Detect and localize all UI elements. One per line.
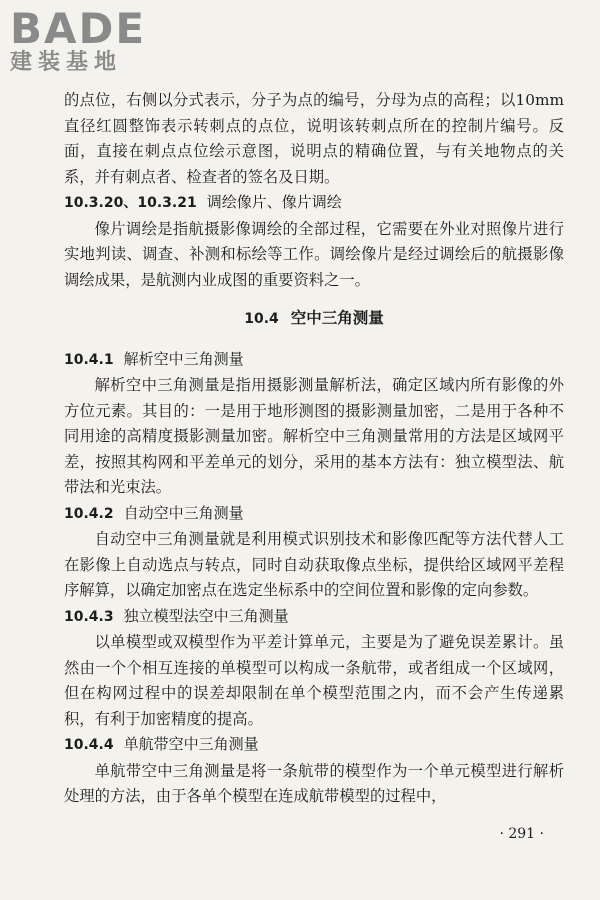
logo-subtitle: 建装基地: [10, 50, 123, 75]
logo: [10, 6, 200, 76]
section-title: 独立模型法空中三角测量: [123, 606, 289, 625]
paragraph: 解析空中三角测量是指用摄影测量解析法，确定区域内所有影像的外方位元素。其目的：一是用于地形测图的摄影测量加密，二是用于各种不同用途的高精度摄影测量加密。解析空中三角测量常用的方法是区域网平差，按照其构网和平差单元的划分，采用的基本方法有：独立模型法、航带法和光束法。: [64, 376, 564, 496]
paragraph: 像片调绘是指航摄影像调绘的全部过程，它需要在外业对照像片进行实地判读、调查、补测和标绘等工作。调绘像片是经过调绘后的航摄影像调绘成果，是航测内业成图的重要资料之一。: [64, 219, 564, 289]
chapter-heading: [64, 305, 564, 333]
paragraph: 以单模型或双模型作为平差计算单元，主要是为了避免误差累计。虽然由一个个相互连接的单模型可以构成一条航带，或者组成一个区域网，但在构网过程中的误差却限制在单个模型范围之内，而不会产生传递累积，有利于加密精度的提高。: [64, 633, 564, 728]
section-heading-10-4-1: [64, 347, 564, 374]
logo-wordmark: BADE: [10, 4, 147, 53]
chapter-title: 空中三角测量: [290, 308, 384, 327]
page-body: [64, 88, 564, 810]
section-number: 10.4.1: [64, 351, 114, 368]
paragraph: 的点位，右侧以分式表示，分子为点的编号，分母为点的高程；以10mm 直径红圆整饰表示转刺点的点位，说明该转刺点所在的控制片编号。反面，直接在刺点点位绘示意图，说明点的精确位置，与有关地物点的关系，并有刺点者、检查者的签名及日期。: [64, 91, 564, 186]
paragraph: 自动空中三角测量就是利用模式识别技术和影像匹配等方法代替人工在影像上自动选点与转点，同时自动获取像点坐标，提供给区域网平差程序解算，以确定加密点在选定坐标系中的空间位置和影像的定向参数。: [64, 530, 564, 599]
section-heading-10-3-20: [64, 190, 564, 217]
page-number: · 291 ·: [499, 826, 544, 842]
section-title: 解析空中三角测量: [123, 349, 244, 368]
section-title: 自动空中三角测量: [123, 503, 244, 522]
section-title: 调绘像片、像片调绘: [206, 193, 342, 211]
section-heading-10-4-4: [64, 732, 564, 759]
section-heading-10-4-3: [64, 604, 564, 631]
section-number: 10.4.3: [64, 608, 114, 625]
section-number: 10.3.20、10.3.21: [64, 195, 197, 211]
section-number: 10.4.4: [64, 737, 114, 753]
section-number: 10.4.2: [64, 505, 114, 522]
paragraph: 单航带空中三角测量是将一条航带的模型作为一个单元模型进行解析处理的方法，由于各单个模型在连成航带模型的过程中，: [64, 761, 564, 805]
chapter-number: 10.4: [244, 311, 279, 327]
section-heading-10-4-2: [64, 501, 564, 528]
section-title: 单航带空中三角测量: [123, 735, 259, 753]
